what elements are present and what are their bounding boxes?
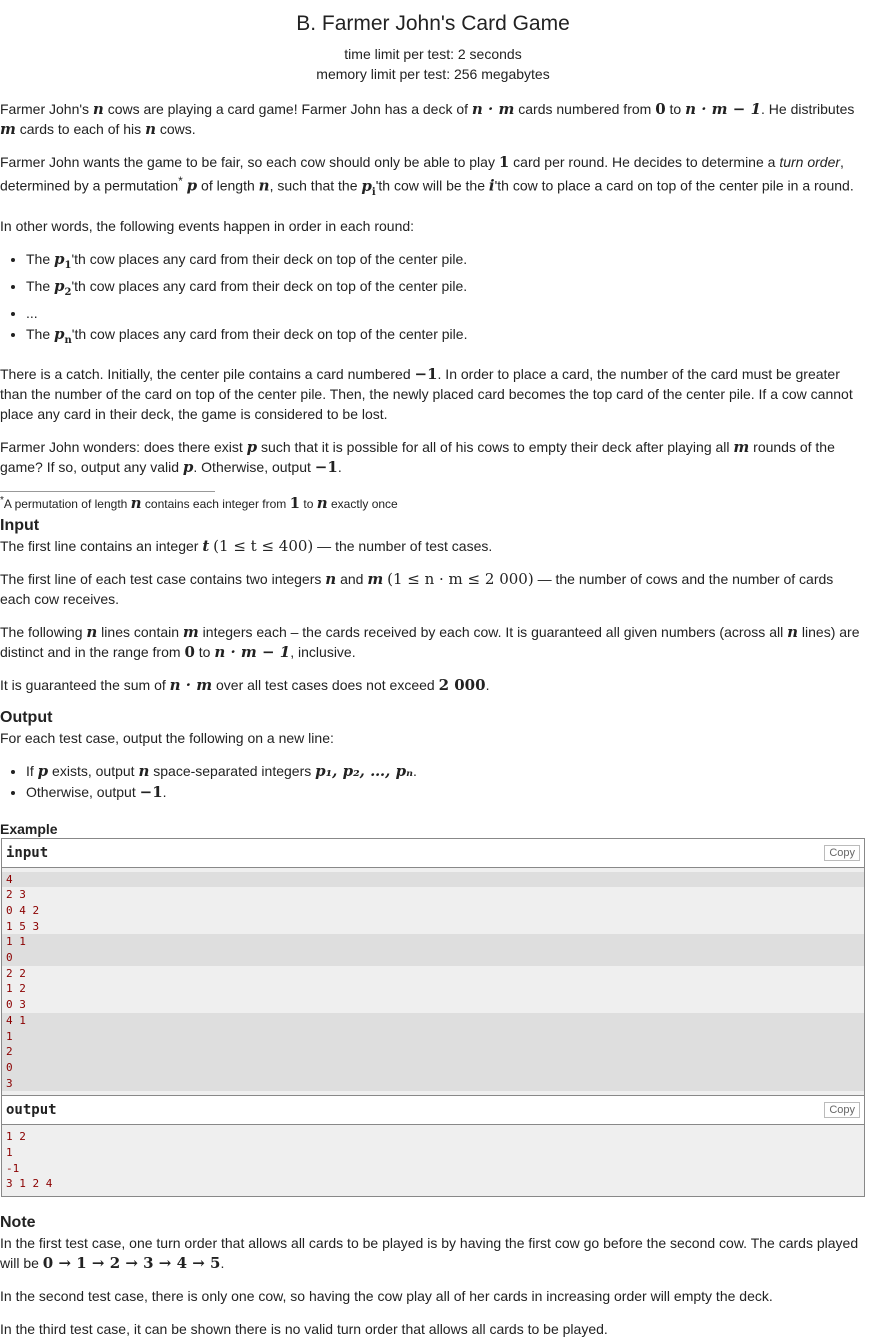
list-item: 1 2	[6, 1130, 26, 1144]
note-heading: Note	[0, 1214, 36, 1232]
list-item: • The $p_2'th$ cow places any card from their deck on top of the center pile.	[26, 276, 866, 303]
statement-paragraph-1: Farmer John's n cows are playing a card game! Farmer John has a deck of n · m cards numbered from 0 to n · m − 1. He distributes m cards to each of his n cows.	[0, 100, 855, 138]
memory-limit: memory limit per test: 256 megabytes	[316, 66, 550, 82]
limits	[0, 44, 866, 84]
input-heading: Input	[0, 516, 40, 534]
problem-title: B. Farmer John's Card Game	[296, 12, 570, 35]
output-paragraph-1: For each test case, output the following on a new line:	[0, 729, 334, 746]
list-item: 2 2	[6, 966, 26, 980]
input-paragraph-4: It is guaranteed the sum of n · m over all test cases does not exceed 2 000.	[0, 675, 490, 694]
list-item: • The $p_1'th$ cow places any card from their deck on top of the center pile.	[26, 249, 866, 276]
example-heading: Example	[0, 820, 58, 837]
input-paragraph-1: The first line contains an integer t (1 ≤ t ≤ 400) — the number of test cases.	[0, 536, 493, 555]
list-item: 0	[2, 950, 864, 966]
note-paragraph-2: In the second test case, there is only one cow, so having the cow play all of her cards in increasing order will empty the deck.	[0, 1288, 773, 1305]
list-item: 2	[2, 1044, 864, 1060]
sample-input-lines	[2, 868, 864, 1096]
statement	[0, 99, 866, 513]
list-item: • The $p_n'th$ cow places any card from their deck on top of the center pile.	[26, 324, 866, 351]
sample-output-lines	[2, 1125, 864, 1196]
list-item: • If p exists, output n space-separated integers p₁, p₂, …, pₙ.	[26, 761, 866, 782]
note-section	[0, 1213, 866, 1339]
statement-paragraph-3: In other words, the following events happen in order in each round:	[0, 217, 415, 234]
list-item: 1	[6, 1145, 13, 1159]
list-item: 2 3	[6, 888, 26, 902]
list-item: 0 4 2	[6, 904, 40, 918]
statement-paragraph-4: There is a catch. Initially, the center pile contains a card numbered −1. In order to place a card, the number of the card must be greater than the number of the card on top of the center pile. Then, the newly placed card becomes the top card of the center pile. If a cow cannot place any card in their deck, the game is considered to be lost.	[0, 364, 853, 422]
list-item: 1	[2, 1029, 864, 1045]
input-section	[0, 516, 866, 695]
sample-output-label: output	[6, 1102, 57, 1119]
statement-paragraph-2: Farmer John wants the game to be fair, so each cow should only be able to play 1 card per round. He decides to determine a turn order, determined by a permutation* p of length n, such that the $p_i'th$ cow will be the i'th cow to place a card on top of the center pile in a round.	[0, 153, 854, 198]
event-list	[0, 249, 866, 351]
footnote: *A permutation of length n contains each integer from 1 to n exactly once	[0, 493, 398, 512]
input-paragraph-3: The following n lines contain m integers each – the cards received by each cow. It is guaranteed all given numbers (across all n lines) are distinct and in the range from 0 to n · m − 1, inclusive.	[0, 622, 860, 661]
list-item: 4 1	[2, 1013, 864, 1029]
sample-input-header	[2, 839, 864, 868]
list-item: 3 1 2 4	[6, 1177, 53, 1191]
note-paragraph-3: In the third test case, it can be shown there is no valid turn order that allows all cards to be played.	[0, 1321, 608, 1338]
sample-output-header	[2, 1095, 864, 1125]
note-paragraph-1: In the first test case, one turn order that allows all cards to be played is by having the first cow go before the second cow. The cards played will be 0 → 1 → 2 → 3 → 4 → 5.	[0, 1235, 859, 1273]
list-item: 1 5 3	[6, 919, 40, 933]
example-section	[0, 820, 866, 1197]
list-item: 3	[2, 1076, 864, 1092]
copy-output-button[interactable]: Copy	[824, 1102, 860, 1118]
input-paragraph-2: The first line of each test case contains two integers n and m (1 ≤ n · m ≤ 2 000) — the number of cows and the number of cards each cow receives.	[0, 569, 834, 607]
output-list	[0, 761, 866, 803]
list-item: -1	[6, 1161, 20, 1175]
sample-input-label: input	[6, 844, 49, 861]
list-item: 4	[2, 872, 864, 888]
list-item: 0 3	[6, 998, 26, 1012]
copy-input-button[interactable]: Copy	[824, 845, 860, 861]
list-item: • ...	[26, 303, 866, 324]
list-item: 1 2	[6, 982, 26, 996]
time-limit: time limit per test: 2 seconds	[344, 46, 522, 62]
list-item: • Otherwise, output −1.	[26, 782, 866, 803]
output-heading: Output	[0, 708, 53, 726]
list-item: 1 1	[2, 934, 864, 950]
list-item: 0	[2, 1060, 864, 1076]
statement-paragraph-5: Farmer John wonders: does there exist p such that it is possible for all of his cows to empty their deck after playing all m rounds of the game? If so, output any valid p. Otherwise, output −1.	[0, 437, 835, 476]
sample-input	[1, 838, 865, 1197]
output-section	[0, 708, 866, 803]
